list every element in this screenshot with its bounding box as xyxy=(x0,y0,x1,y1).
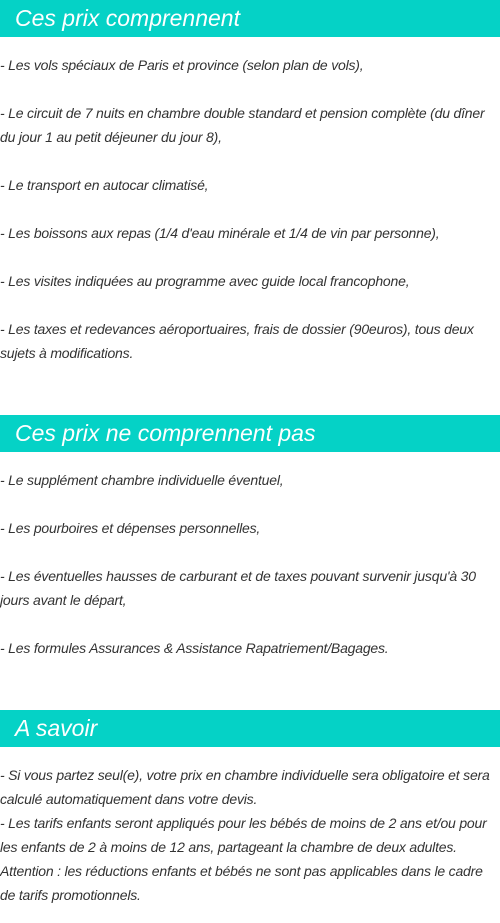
good-to-know-list xyxy=(0,763,500,907)
section-title-good-to-know: A savoir xyxy=(0,710,500,747)
section-title-included: Ces prix comprennent xyxy=(0,0,500,37)
list-item: - Les boissons aux repas (1/4 d'eau minérale et 1/4 de vin par personne), xyxy=(0,225,440,241)
section-title-not-included: Ces prix ne comprennent pas xyxy=(0,415,500,452)
list-item: - Le circuit de 7 nuits en chambre double standard et pension complète (du dîner du jour 1 au petit déjeuner du jour 8), xyxy=(0,105,485,145)
list-item: - Le transport en autocar climatisé, xyxy=(0,177,209,193)
list-item: - Si vous partez seul(e), votre prix en chambre individuelle sera obligatoire et sera calculé automatiquement dans votre devis. xyxy=(0,767,490,807)
section-included xyxy=(0,0,500,365)
list-item: - Le supplément chambre individuelle éventuel, xyxy=(0,472,284,488)
list-item: - Les pourboires et dépenses personnelles, xyxy=(0,520,261,536)
list-item: - Les éventuelles hausses de carburant et de taxes pouvant survenir jusqu'à 30 jours avant le départ, xyxy=(0,568,476,608)
list-item: - Les taxes et redevances aéroportuaires, frais de dossier (90euros), tous deux sujets à modifications. xyxy=(0,321,474,361)
list-item: - Les tarifs enfants seront appliqués pour les bébés de moins de 2 ans et/ou pour les enfants de 2 à moins de 12 ans, partageant la chambre de deux adultes. xyxy=(0,815,487,855)
section-not-included xyxy=(0,415,500,660)
list-item: - Les formules Assurances & Assistance Rapatriement/Bagages. xyxy=(0,640,389,656)
not-included-list xyxy=(0,468,500,660)
section-good-to-know xyxy=(0,710,500,907)
list-item: - Les visites indiquées au programme avec guide local francophone, xyxy=(0,273,410,289)
list-item: Attention : les réductions enfants et bébés ne sont pas applicables dans le cadre de tarifs promotionnels. xyxy=(0,863,483,903)
included-list xyxy=(0,53,500,365)
list-item: - Les vols spéciaux de Paris et province (selon plan de vols), xyxy=(0,57,364,73)
